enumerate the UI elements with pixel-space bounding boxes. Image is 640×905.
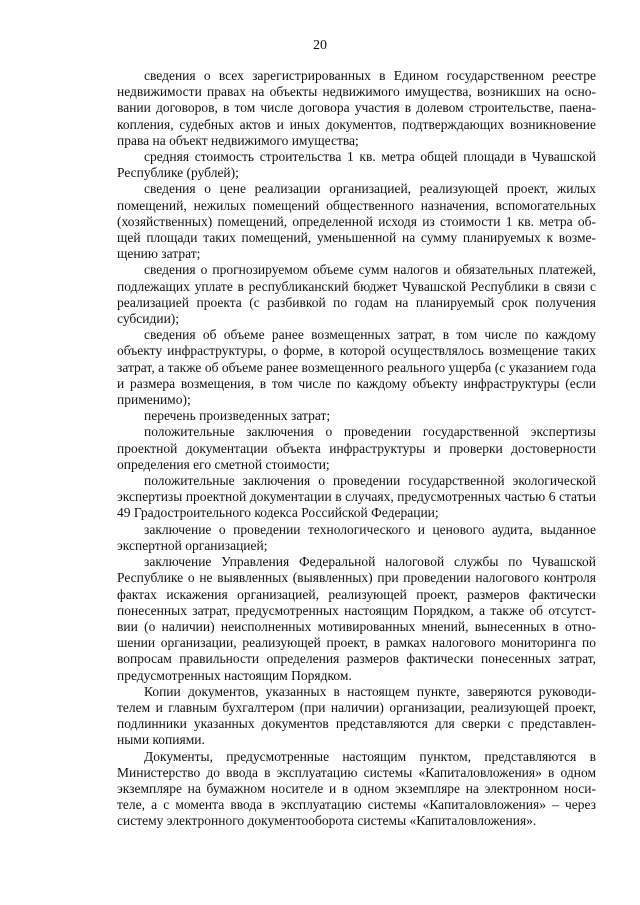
paragraph-sale-price: сведения о цене реализации организацией, реализующей проект, жилых помещений, нежилых помещений общественного назначения, вспомогательных (хозяйственных) помещений, определенной исходя из стоимости 1 кв. метра общей площади таких помещений, уменьшенной на сумму планируемых к возмещению затрат;: [117, 181, 596, 262]
paragraph-technological-audit: заключение о проведении технологического и ценового аудита, выданное экспертной организацией;: [117, 521, 596, 553]
paragraph-forecast-taxes: сведения о прогнозируемом объеме сумм налогов и обязательных платежей, подлежащих уплате в республиканский бюджет Чувашской Республики в связи с реализацией проекта (с разбивкой по годам на планируемый срок получения субсидии);: [117, 262, 596, 327]
paragraph-tax-service-conclusion: заключение Управления Федеральной налоговой службы по Чувашской Республике о не выявленных (выявленных) при проведении налогового контроля фактах искажения организацией, реализующей проект, размеров фактически понесенных затрат, предусмотренных настоящим Порядком, а также об отсутствии (о наличии) неисполненных мотивированных мнений, вынесенных в отношении организации, реализующей проект, в рамках налогового мониторинга по вопросам правильности определения размеров фактически понесенных затрат, предусмотренных настоящим Порядком.: [117, 554, 596, 683]
paragraph-ecological-expertise: положительные заключения о проведении государственной экологической экспертизы проектной документации в случаях, предусмотренных частью 6 статьи 49 Градостроительного кодекса Российской Федерации;: [117, 473, 596, 521]
paragraph-document-copies: Копии документов, указанных в настоящем пункте, заверяются руководителем и главным бухгалтером (при наличии) организации, реализующей проект, подлинники указанных документов представляются для сверки с представленными копиями.: [117, 683, 596, 748]
paragraph-average-cost: средняя стоимость строительства 1 кв. метра общей площади в Чувашской Республике (рублей);: [117, 149, 596, 181]
paragraph-registry-rights: сведения о всех зарегистрированных в Едином государственном реестре недвижимости правах на объекты недвижимого имущества, возникших на основании договоров, в том числе договора участия в долевом строительстве, паенакопления, судебных актов и иных документов, подтверждающих возникновение права на объект недвижимого имущества;: [117, 68, 596, 148]
page-number: 20: [313, 38, 327, 53]
paragraph-submission-procedure: Документы, предусмотренные настоящим пунктом, представляются в Министерство до ввода в эксплуатацию системы «Капиталовложения» в одном экземпляре на бумажном носителе и в одном экземпляре на электронном носителе, а с момента ввода в эксплуатацию системы «Капиталовложения» – через систему электронного документооборота системы «Капиталовложения».: [117, 748, 596, 829]
paragraph-cost-list: перечень произведенных затрат;: [144, 408, 331, 424]
paragraph-state-expertise: положительные заключения о проведении государственной экспертизы проектной документации объекта инфраструктуры и проверки достоверности определения его сметной стоимости;: [117, 424, 596, 472]
document-body: [117, 68, 596, 830]
paragraph-reimbursed-costs: сведения об объеме ранее возмещенных затрат, в том числе по каждому объекту инфраструктуры, о форме, в которой осуществлялось возмещение таких затрат, а также об объеме ранее возмещенного реального ущерба (с указанием года и размера возмещения, в том числе по каждому объекту инфраструктуры (если применимо);: [117, 327, 596, 408]
